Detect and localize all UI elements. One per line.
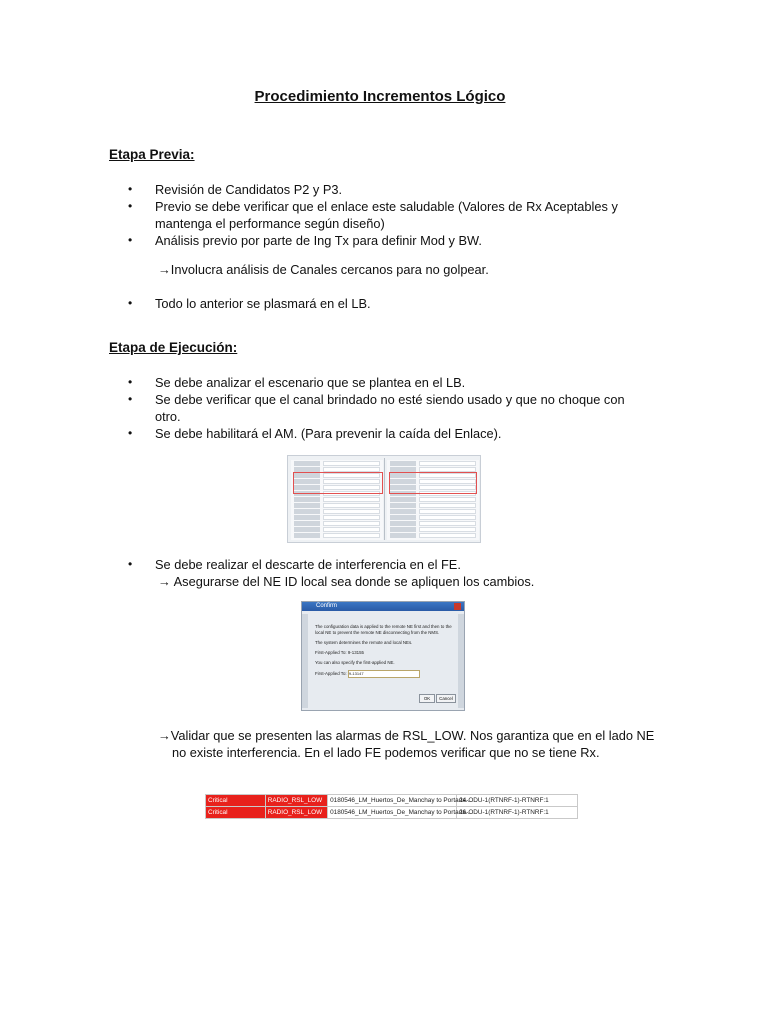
- list-item: • Se debe analizar el escenario que se plantea en el LB.: [128, 375, 466, 390]
- close-icon[interactable]: [454, 603, 461, 610]
- severity-cell: Critical: [206, 807, 266, 819]
- table-row[interactable]: [206, 807, 578, 819]
- bullet-icon: •: [128, 557, 133, 571]
- dialog-title: Confirm: [316, 603, 338, 609]
- list-item: • Se debe habilitará el AM. (Para prevenir la caída del Enlace).: [128, 426, 502, 441]
- cancel-button[interactable]: Cancel: [436, 694, 456, 703]
- background-strip-left: [302, 614, 308, 708]
- list-item: • Previo se debe verificar que el enlace este saludable (Valores de Rx Aceptables y mantenga el performance según diseño): [128, 199, 618, 231]
- highlight-box-left: [293, 472, 383, 494]
- table-cell: 26-ODU-1(RTNRF-1)-RTNRF:1: [457, 807, 578, 819]
- dialog-body: [315, 624, 460, 682]
- section-heading-previa: Etapa Previa:: [109, 147, 195, 162]
- bullet-icon: •: [128, 375, 133, 389]
- first-applied-select[interactable]: 9-13147: [348, 670, 420, 678]
- table-cell: RADIO_RSL_LOW: [265, 795, 327, 807]
- dialog-text: You can also specify the first-applied NE.: [315, 660, 395, 665]
- note-canales: →Involucra análisis de Canales cercanos para no golpear.: [158, 262, 489, 277]
- alarm-table: [205, 794, 578, 819]
- ok-button[interactable]: OK: [419, 694, 435, 703]
- list-item: • Todo lo anterior se plasmará en el LB.: [128, 296, 371, 311]
- dialog-text: The configuration data is applied to the remote NE first and then to the local NE to prevent the remote NE disconnecting from the NMS.: [315, 624, 452, 635]
- section-heading-ejecucion: Etapa de Ejecución:: [109, 340, 238, 355]
- highlight-box-right: [389, 472, 477, 494]
- bullet-icon: •: [128, 392, 133, 406]
- select-label: First-Applied To:: [315, 671, 347, 677]
- list-item: • Revisión de Candidatos P2 y P3.: [128, 182, 343, 197]
- note-validar: →Validar que se presenten las alarmas de RSL_LOW. Nos garantiza que en el lado NE: [158, 728, 655, 743]
- list-item: • Se debe verificar que el canal brindado no esté siendo usado y que no choque con otro.: [128, 392, 625, 424]
- table-cell: 0180546_LM_Huertos_De_Manchay to Portada...: [328, 795, 457, 807]
- bullet-icon: •: [128, 182, 133, 196]
- bullet-icon: •: [128, 296, 133, 310]
- dialog-title-bar: [302, 602, 464, 611]
- bullet-list-ejecucion: [128, 374, 648, 442]
- note-ne-id: → Asegurarse del NE ID local sea donde se apliquen los cambios.: [158, 574, 535, 589]
- bullet-icon: •: [128, 199, 133, 213]
- confirm-dialog-screenshot: [301, 601, 465, 711]
- bullet-list-previa: [128, 181, 648, 249]
- document-title: Procedimiento Incrementos Lógico: [254, 88, 506, 105]
- panel-divider: [384, 458, 385, 540]
- bullet-list-previa-last: [128, 295, 648, 312]
- table-cell: 0180546_LM_Huertos_De_Manchay to Portada...: [328, 807, 457, 819]
- severity-cell: Critical: [206, 795, 266, 807]
- config-panels-screenshot: [287, 455, 481, 543]
- list-item: • Análisis previo por parte de Ing Tx para definir Mod y BW.: [128, 233, 482, 248]
- list-item: • Se debe realizar el descarte de interferencia en el FE.: [128, 557, 461, 572]
- table-cell: 24-ODU-1(RTNRF-1)-RTNRF:1: [457, 795, 578, 807]
- dialog-select-row: [315, 670, 460, 678]
- table-cell: RADIO_RSL_LOW: [265, 807, 327, 819]
- note-validar-cont: no existe interferencia. En el lado FE podemos verificar que no se tiene Rx.: [172, 745, 600, 760]
- table-row[interactable]: [206, 795, 578, 807]
- bullet-icon: •: [128, 233, 133, 247]
- dialog-text: First-Applied To: 9-13155: [315, 650, 364, 655]
- bullet-list-fe: [128, 556, 648, 573]
- bullet-icon: •: [128, 426, 133, 440]
- dialog-text: The system determines the remote and local NEs.: [315, 640, 413, 645]
